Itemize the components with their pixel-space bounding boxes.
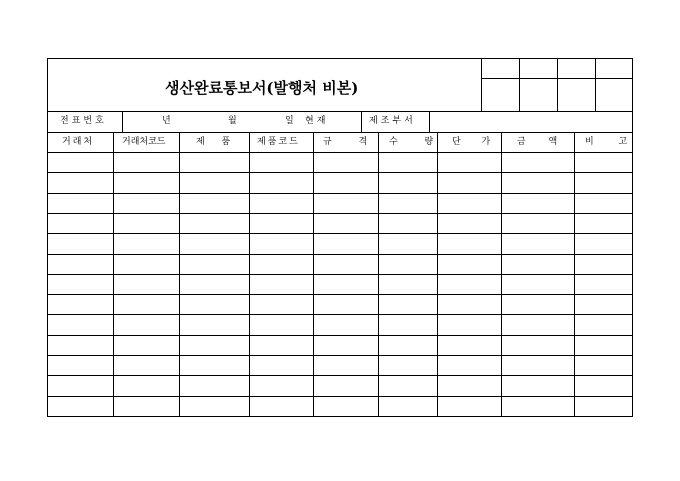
table-row-line <box>47 213 633 214</box>
month-label: 월 <box>228 116 237 126</box>
approval-box-divider <box>595 59 596 111</box>
approval-box-divider <box>519 59 520 111</box>
table-row-line <box>47 274 633 275</box>
table-row-line <box>47 355 633 356</box>
column-header-customer: 거래처 <box>62 137 95 147</box>
approval-box-divider <box>557 59 558 111</box>
table-row-line <box>47 233 633 234</box>
info-row-bottom-line <box>47 132 633 133</box>
as-of-label: 현재 <box>305 116 329 126</box>
table-row-line <box>47 254 633 255</box>
title-bottom-line <box>47 111 633 112</box>
column-header-spec: 규 격 <box>323 137 368 147</box>
column-header-customer-code: 거래처코드 <box>122 137 166 147</box>
column-header-unit-price: 단 가 <box>452 137 491 147</box>
column-header-remarks: 비 고 <box>585 137 628 147</box>
table-row-line <box>47 193 633 194</box>
table-row-line <box>47 172 633 173</box>
info-divider <box>122 111 123 132</box>
column-header-product-code: 제품코드 <box>257 137 300 147</box>
table-row-line <box>47 314 633 315</box>
year-label: 년 <box>162 116 171 126</box>
column-header-amount: 금 액 <box>517 137 558 147</box>
table-row-line <box>47 396 633 397</box>
approval-box-border <box>481 59 482 111</box>
column-header-product: 제 품 <box>196 137 231 147</box>
table-row-line <box>47 335 633 336</box>
form-title: 생산완료통보서(발행처 비본) <box>165 79 359 97</box>
header-row-bottom-line <box>47 152 633 153</box>
approval-box-header-line <box>481 78 633 79</box>
day-label: 일 <box>285 116 294 126</box>
manufacturing-dept-label: 제조부서 <box>369 116 416 126</box>
slip-number-label: 전표번호 <box>60 116 107 126</box>
column-header-quantity: 수 량 <box>389 137 434 147</box>
table-row-line <box>47 294 633 295</box>
info-divider <box>361 111 362 132</box>
info-divider <box>429 111 430 132</box>
table-row-line <box>47 375 633 376</box>
